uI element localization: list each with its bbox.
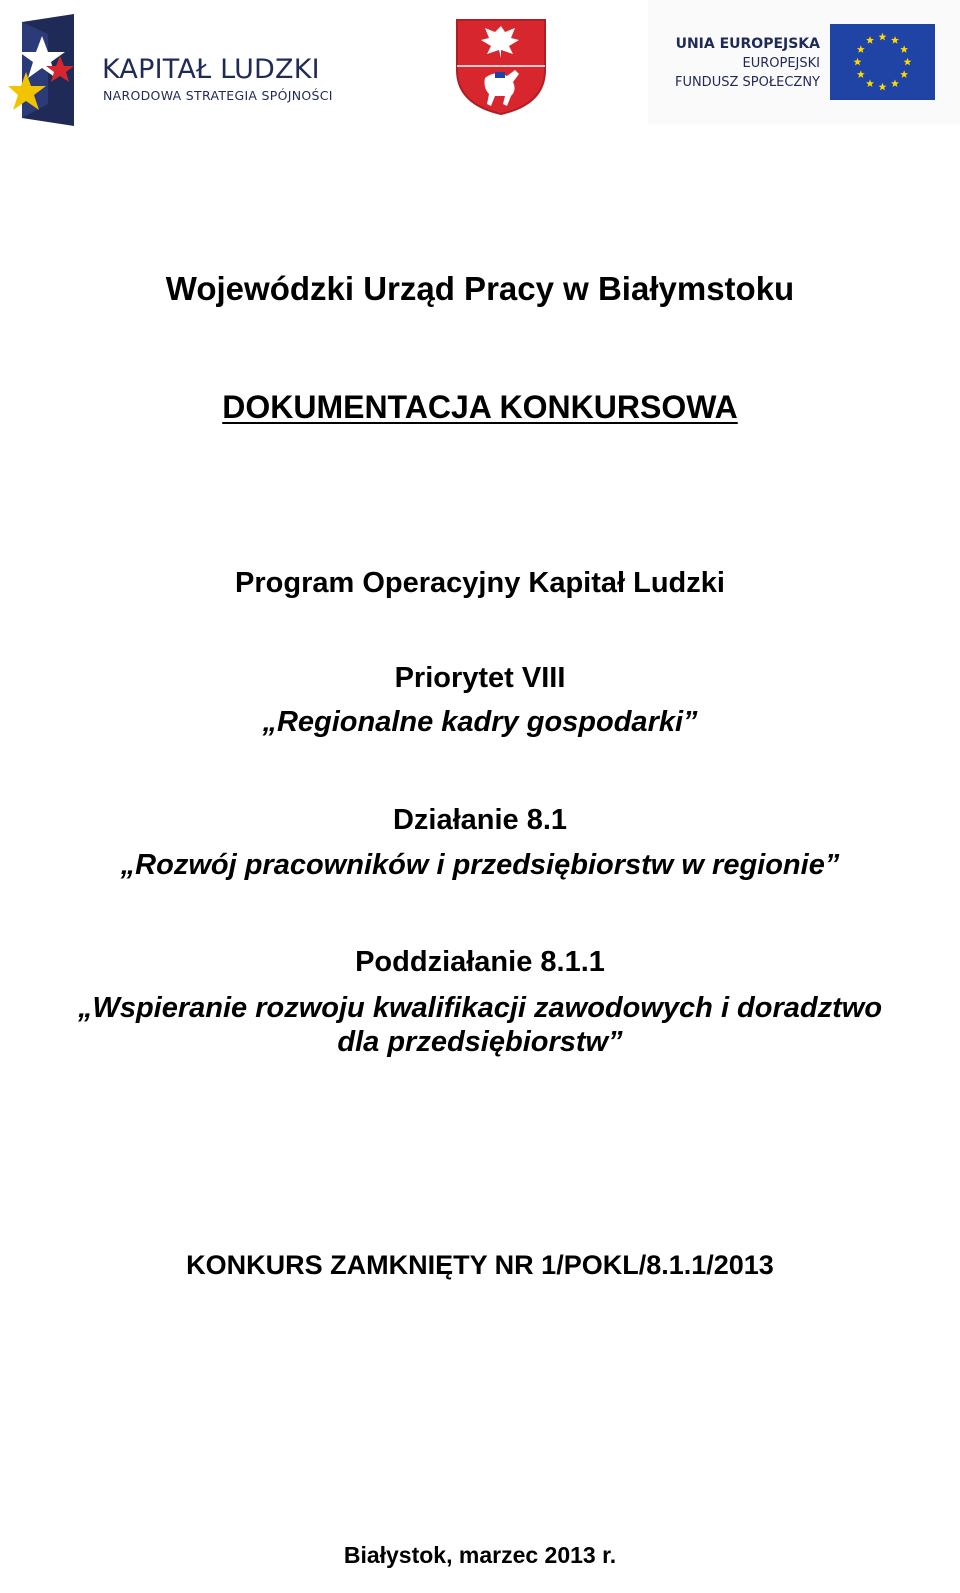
priority-label: Priorytet VIII — [394, 662, 566, 694]
subaction-name-line-1: „Wspieranie rozwoju kwalifikacji zawodowych i doradztwo — [77, 992, 883, 1024]
eu-flag-icon — [830, 24, 935, 100]
eu-line-2: EUROPEJSKI — [742, 56, 820, 71]
action-name: „Rozwój pracowników i przedsiębiorstw w regionie” — [120, 849, 840, 881]
organization-name: Wojewódzki Urząd Pracy w Białymstoku — [165, 270, 795, 307]
program-name: Program Operacyjny Kapitał Ludzki — [235, 567, 725, 599]
eu-logo — [648, 0, 960, 124]
kapital-ludzki-logo — [8, 14, 353, 129]
subaction-name-line-2: dla przedsiębiorstw” — [337, 1026, 623, 1058]
coat-of-arms-icon — [455, 18, 547, 116]
kapital-ludzki-subtitle: NARODOWA STRATEGIA SPÓJNOŚCI — [103, 88, 333, 103]
eu-line-3: FUNDUSZ SPOŁECZNY — [674, 75, 820, 90]
eu-line-1: UNIA EUROPEJSKA — [675, 36, 820, 52]
contest-number: KONKURS ZAMKNIĘTY NR 1/POKL/8.1.1/2013 — [186, 1250, 774, 1280]
priority-name: „Regionalne kadry gospodarki” — [262, 706, 698, 738]
action-label: Działanie 8.1 — [392, 804, 568, 836]
coat-of-arms — [455, 18, 547, 116]
kapital-ludzki-emblem-icon — [8, 14, 80, 126]
eu-text — [675, 34, 820, 92]
place-and-date: Białystok, marzec 2013 r. — [343, 1542, 617, 1568]
document-title: DOKUMENTACJA KONKURSOWA — [222, 389, 738, 425]
subaction-label: Poddziałanie 8.1.1 — [355, 946, 605, 978]
kapital-ludzki-title: KAPITAŁ LUDZKI — [102, 54, 320, 85]
